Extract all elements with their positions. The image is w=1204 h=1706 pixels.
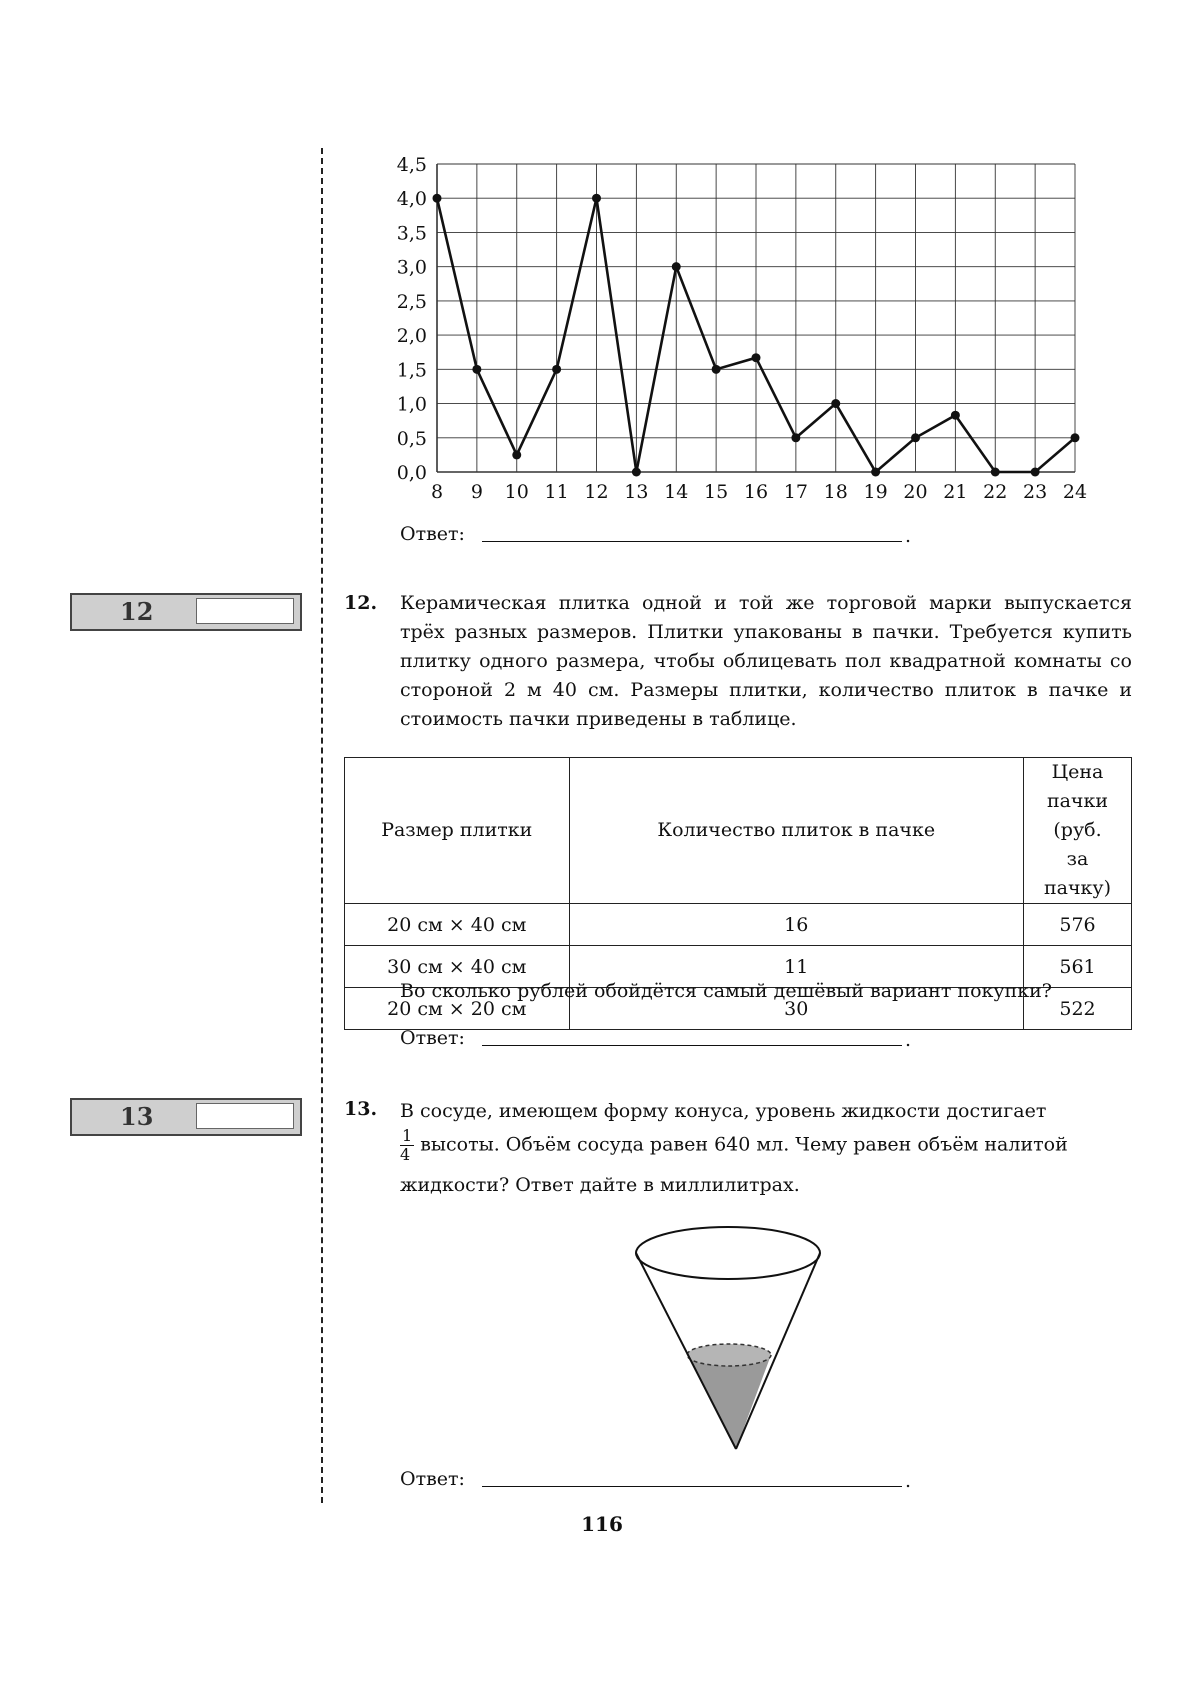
- cell-price: 522: [1023, 988, 1131, 1030]
- task-13-text: [400, 1096, 1132, 1201]
- fraction-denominator: 4: [400, 1145, 411, 1164]
- header-size: Размер плитки: [345, 758, 570, 904]
- x-tick-label: 21: [943, 481, 968, 503]
- data-point: [791, 433, 800, 442]
- y-tick-label: 3,0: [396, 256, 427, 279]
- answer-label: Ответ:: [400, 523, 465, 545]
- liquid-surface: [687, 1344, 771, 1366]
- data-point: [1031, 468, 1040, 477]
- data-point: [632, 468, 641, 477]
- cell-count: 30: [569, 988, 1023, 1030]
- task-13-answer-field[interactable]: [196, 1103, 294, 1129]
- x-tick-label: 10: [504, 481, 529, 503]
- y-tick-label: 1,0: [396, 393, 427, 416]
- task-12-text: Керамическая плитка одной и той же торговой марки выпускается трёх разных размеров. Плитки упакованы в пачки. Требуется купить плитку одного размера, чтобы облицевать пол квадратной комнаты со стороной 2 м 40 см. Размеры плитки, количество плиток в пачке и стоимость пачки приведены в таблице.: [400, 592, 1132, 730]
- x-tick-label: 13: [624, 481, 649, 503]
- x-tick-label: 19: [863, 481, 888, 503]
- x-tick-label: 15: [704, 481, 729, 503]
- x-tick-label: 17: [783, 481, 808, 503]
- line-chart: [380, 145, 1100, 505]
- x-tick-label: 22: [983, 481, 1008, 503]
- answer-12: [400, 1027, 912, 1051]
- task-13-line-3: жидкости? Ответ дайте в миллилитрах.: [400, 1174, 800, 1196]
- task-13-number: 13.: [344, 1098, 378, 1120]
- table-header-row: [345, 758, 1132, 904]
- task-13-answer-box: [70, 1098, 302, 1136]
- answer-dot: .: [905, 1029, 912, 1051]
- answer-input-12[interactable]: [482, 1045, 902, 1046]
- x-tick-label: 16: [743, 481, 769, 503]
- task-13-line-2: [400, 1127, 1132, 1164]
- cone-top-ellipse: [636, 1227, 820, 1279]
- answer-13: [400, 1468, 912, 1492]
- y-tick-label: 1,5: [396, 359, 427, 382]
- answer-input-11[interactable]: [482, 541, 902, 542]
- x-tick-label: 23: [1023, 481, 1048, 503]
- task-12-answer-box: [70, 593, 302, 631]
- header-count: Количество плиток в пачке: [569, 758, 1023, 904]
- data-point: [911, 433, 920, 442]
- data-point: [672, 262, 681, 271]
- data-point: [472, 365, 481, 374]
- x-tick-label: 11: [544, 481, 569, 503]
- data-point: [951, 411, 960, 420]
- data-point: [712, 365, 721, 374]
- answer-input-13[interactable]: [482, 1486, 902, 1487]
- header-price: Цена пачки (руб. за пачку): [1023, 758, 1131, 904]
- answer-dot: .: [905, 525, 912, 547]
- table-row: [345, 904, 1132, 946]
- cell-count: 11: [569, 946, 1023, 988]
- cell-size: 30 см × 40 см: [345, 946, 570, 988]
- fraction: [400, 1127, 414, 1164]
- x-tick-label: 14: [664, 481, 689, 503]
- task-12-number: 12.: [344, 592, 378, 614]
- y-tick-label: 2,0: [396, 325, 427, 348]
- cut-line: [321, 148, 323, 1503]
- x-tick-label: 24: [1062, 481, 1088, 503]
- data-point: [552, 365, 561, 374]
- x-tick-label: 8: [430, 481, 444, 503]
- y-tick-label: 0,0: [396, 462, 427, 484]
- cell-size: 20 см × 40 см: [345, 904, 570, 946]
- x-tick-label: 9: [470, 481, 483, 503]
- y-tick-label: 4,0: [396, 188, 427, 211]
- data-point: [831, 399, 840, 408]
- page-number: 116: [581, 1512, 623, 1536]
- cell-count: 16: [569, 904, 1023, 946]
- y-tick-label: 0,5: [396, 427, 427, 450]
- x-tick-label: 20: [903, 481, 928, 503]
- data-point: [433, 194, 442, 203]
- answer-label: Ответ:: [400, 1027, 465, 1049]
- data-point: [592, 194, 601, 203]
- data-point: [512, 450, 521, 459]
- answer-dot: .: [905, 1470, 912, 1492]
- cell-size: 20 см × 20 см: [345, 988, 570, 1030]
- task-12-question: Во сколько рублей обойдётся самый дешёвый вариант покупки?: [400, 980, 1052, 1002]
- data-point: [752, 353, 761, 362]
- data-point: [991, 468, 1000, 477]
- task-13-line-1: В сосуде, имеющем форму конуса, уровень жидкости достигает: [400, 1100, 1047, 1122]
- cell-price: 561: [1023, 946, 1131, 988]
- answer-label: Ответ:: [400, 1468, 465, 1490]
- cone-figure: [630, 1225, 840, 1455]
- cell-price: 576: [1023, 904, 1131, 946]
- y-tick-label: 2,5: [396, 290, 427, 313]
- y-tick-label: 3,5: [396, 222, 427, 245]
- task-12-answer-field[interactable]: [196, 598, 294, 624]
- task-12-box-number: 12: [120, 597, 154, 626]
- x-tick-label: 18: [823, 481, 848, 503]
- data-point: [1071, 433, 1080, 442]
- y-tick-label: 4,5: [396, 154, 427, 176]
- x-tick-label: 12: [584, 481, 609, 503]
- task-13-box-number: 13: [120, 1102, 154, 1131]
- answer-11: [400, 523, 912, 547]
- fraction-numerator: 1: [402, 1126, 413, 1145]
- data-point: [871, 468, 880, 477]
- task-13-line-2-text: высоты. Объём сосуда равен 640 мл. Чему равен объём налитой: [420, 1133, 1068, 1156]
